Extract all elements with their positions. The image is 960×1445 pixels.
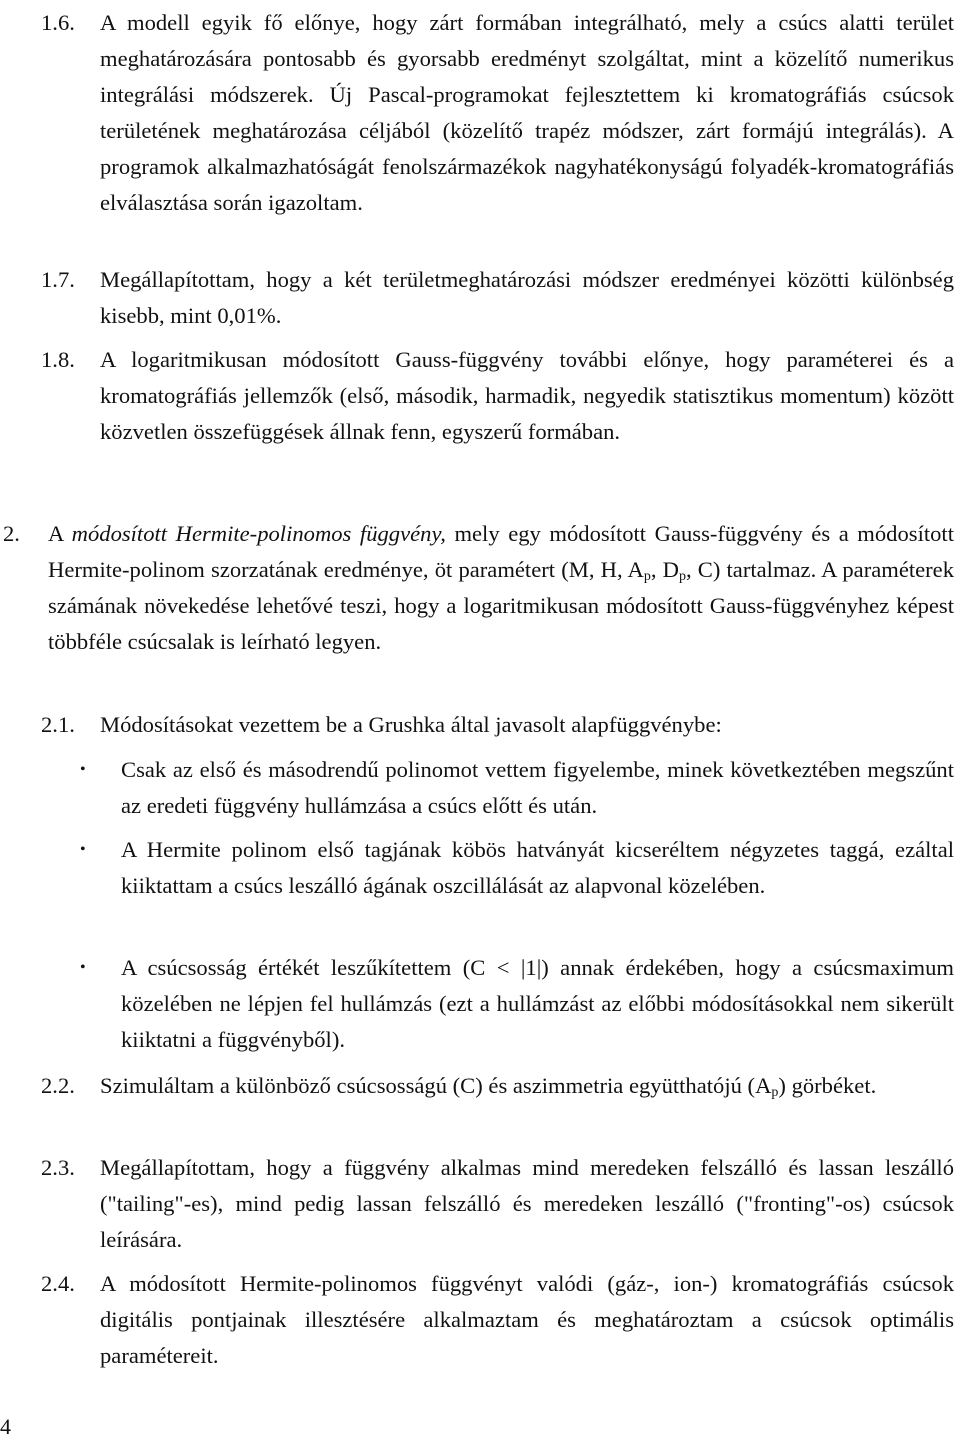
item-2-2-sub-ap: p — [771, 1085, 779, 1100]
item-number-2-4: 2.4. — [41, 1271, 75, 1296]
item-2-3-text: Megállapítottam, hogy a függvény alkalmas mind meredeken felszálló és lassan leszálló ("tailing"-es), mind pedig lassan felszálló és meredeken leszálló ("fronting"-os) csúcsok leírására. — [100, 1155, 954, 1252]
section-2-italic-term: módosított Hermite-polinomos függvény, — [71, 521, 446, 546]
bullet-icon: • — [80, 841, 86, 858]
bullet-icon: • — [80, 761, 86, 778]
item-2-1-text: Módosításokat vezettem be a Grushka által javasolt alapfüggvénybe: — [100, 712, 722, 737]
section-number-2: 2. — [3, 521, 20, 546]
bullet-icon: • — [80, 959, 86, 976]
item-2-2-text — [100, 1068, 954, 1104]
item-number-2-1: 2.1. — [41, 712, 75, 737]
item-1-6-text: A modell egyik fő előnye, hogy zárt formában integrálható, mely a csúcs alatti terület meghatározására pontosabb és gyorsabb eredményt szolgáltat, mint a közelítő numerikus integrálási módszerek. Új Pascal-programokat fejlesztettem ki kromatográfiás csúcsok területének meghatározása céljából (közelítő trapéz módszer, zárt formájú integrálás). A programok alkalmazhatóságát fenolszármazékok nagyhatékonyságú folyadék-kromatográfiás elválasztása során igazoltam. — [100, 10, 954, 215]
section-2-sub-dp: p — [678, 569, 686, 584]
item-number-2-2: 2.2. — [41, 1073, 75, 1098]
item-number-1-6: 1.6. — [41, 10, 75, 35]
section-2-text — [48, 516, 954, 660]
item-number-2-3: 2.3. — [41, 1155, 75, 1180]
section-2-lead: A — [48, 521, 64, 546]
section-2-sep: , D — [650, 557, 679, 582]
bullet-item-1: Csak az első és másodrendű polinomot vettem figyelembe, minek következtében megszűnt az eredeti függvény hullámzása a csúcs előtt és után. — [121, 757, 954, 818]
item-2-2-text-b: ) görbéket. — [778, 1073, 877, 1098]
page-number: 4 — [0, 1414, 11, 1439]
item-2-4-text: A módosított Hermite-polinomos függvényt valódi (gáz-, ion-) kromatográfiás csúcsok digitális pontjainak illesztésére alkalmaztam és meghatároztam a csúcsok optimális paramétereit. — [100, 1271, 954, 1368]
item-number-1-7: 1.7. — [41, 267, 75, 292]
item-number-1-8: 1.8. — [41, 347, 75, 372]
section-2-text-a: mely egy módosított Gauss-függvény és a módosított Hermite-polinom szorzatának eredménye, öt paramétert (M, H, A — [48, 521, 954, 582]
section-2-text-b: , C) tartalmaz. A paraméterek számának növekedése lehetővé teszi, hogy a logaritmikusan módosított Gauss-függvényhez képest többféle csúcsalak is leírható legyen. — [48, 557, 954, 654]
item-1-8-text: A logaritmikusan módosított Gauss-függvény további előnye, hogy paraméterei és a kromatográfiás jellemzők (első, második, harmadik, negyedik statisztikus momentum) között közvetlen összefüggések állnak fenn, egyszerű formában. — [100, 347, 954, 444]
section-2-sub-ap: p — [643, 569, 651, 584]
item-2-2-text-a: Szimuláltam a különböző csúcsosságú (C) és aszimmetria együtthatójú (A — [100, 1073, 772, 1098]
bullet-item-2: A Hermite polinom első tagjának köbös hatványát kicseréltem négyzetes taggá, ezáltal kiiktattam a csúcs leszálló ágának oszcillálását az alapvonal közelében. — [121, 837, 954, 898]
bullet-item-3: A csúcsosság értékét leszűkítettem (C < |1|) annak érdekében, hogy a csúcsmaximum közelében ne lépjen fel hullámzás (ezt a hullámzást az előbbi módosításokkal nem sikerült kiiktatni a függvényből). — [121, 955, 954, 1052]
item-1-7-text: Megállapítottam, hogy a két területmeghatározási módszer eredményei közötti különbség kisebb, mint 0,01%. — [100, 267, 954, 328]
